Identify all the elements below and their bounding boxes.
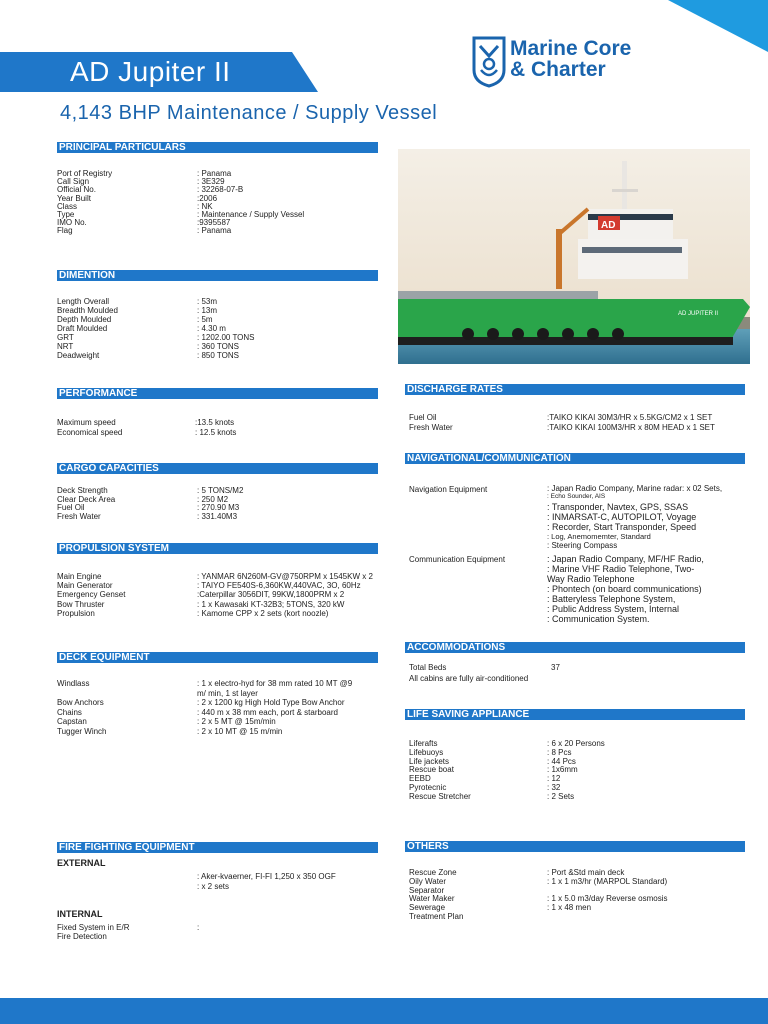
discharge-rates-heading: DISCHARGE RATES [405,384,745,395]
propulsion-row-label: Main Engine [57,572,102,581]
navigation-line: : Japan Radio Company, Marine radar: x 02 Sets, [547,484,723,493]
total-beds-label: Total Beds [409,663,447,672]
deck-equipment-heading: DECK EQUIPMENT [57,652,378,663]
principal-row-value: :2006 [197,193,218,203]
performance-row-label: Maximum speed [57,418,116,427]
principal-row-label: IMO No. [57,218,87,228]
internal-row-label: Fixed System in E/R [57,923,130,932]
principal-row-label: Port of Registry [57,169,113,178]
footer-bar [0,998,768,1024]
others-row-value: : Port &Std main deck [547,868,625,877]
accommodations-heading: ACCOMMODATIONS [405,642,745,653]
principal-row-value: :9395587 [197,218,231,228]
lifesaving-row-value: : 2 Sets [547,791,575,801]
lifesaving-row-label: Lifebuoys [409,747,444,757]
internal-row-value: : [197,923,200,932]
vessel-photo [398,149,750,364]
deck-row-label: Chains [57,707,82,717]
navigation-line: : Steering Compass [547,541,618,550]
performance-row-value: :13.5 knots [195,418,235,427]
total-beds-value: 37 [551,663,560,672]
deck-row-label: Bow Anchors [57,698,104,707]
principal-row-label: Year Built [57,193,91,203]
principal-particulars-heading: PRINCIPAL PARTICULARS [57,142,378,153]
deck-row-label: Capstan [57,717,87,726]
hull-name-text: AD JUPITER II [678,311,719,317]
principal-row-label: Class [57,201,78,211]
propulsion-row-value: : YANMAR 6N260M-GV@750RPM x 1545KW x 2 [197,572,373,581]
others-row-label: Rescue Zone [409,868,457,877]
dimention-row-label: Deadweight [57,351,100,360]
lifesaving-row-label: Rescue boat [409,765,454,775]
propulsion-row-value: : Kamome CPP x 2 sets (kort noozle) [197,608,329,618]
principal-row-value: : 32268-07-B [197,185,244,195]
lifesaving-row-value: : 6 x 20 Persons [547,739,605,748]
dimention-row-value: : 4.30 m [197,324,226,333]
lifesaving-row-value: : 1x6mm [547,765,578,775]
performance-row-label: Economical speed [57,428,123,437]
performance-heading: PERFORMANCE [57,388,378,399]
others-row-label: Separator [409,885,445,895]
cargo-row-value: : 331.40M3 [197,511,238,521]
others-row-label: Oily Water [409,876,447,886]
dimention-row-label: GRT [57,333,74,342]
dimention-row-label: Draft Moulded [57,324,108,333]
principal-row-value: : Maintenance / Supply Vessel [197,210,305,219]
navigation-line: : Echo Sounder, AIS [547,493,606,500]
communication-line: : Public Address System, Internal [547,603,680,614]
communication-line: : Communication System. [547,613,650,624]
page-title: AD Jupiter II [70,56,231,87]
lifesaving-row-value: : 8 Pcs [547,747,572,757]
deck-row-value: : 2 x 5 MT @ 15m/min [197,717,276,726]
deck-row-value: m/ min, 1 st layer [197,688,258,698]
lifesaving-row-value: : 44 Pcs [547,756,576,766]
principal-row-value: : Panama [197,169,232,178]
navigation-line: : Transponder, Navtex, GPS, SSAS [547,502,689,512]
discharge-row-value: :TAIKO KIKAI 30M3/HR x 5.5KG/CM2 x 1 SET [547,413,713,422]
vessel-illustration [398,149,750,364]
others-row-label: Sewerage [409,903,446,913]
communication-line: : Japan Radio Company, MF/HF Radio, [547,554,704,564]
navigational-communication-heading: NAVIGATIONAL/COMMUNICATION [405,453,745,464]
dimention-row-label: Depth Moulded [57,315,112,324]
communication-equipment-label: Communication Equipment [409,555,506,564]
deck-row-value: : 2 x 10 MT @ 15 m/min [197,726,283,736]
internal-label: INTERNAL [57,909,103,919]
cargo-row-value: : 250 M2 [197,494,229,504]
air-conditioning-note: All cabins are fully air-conditioned [409,674,529,683]
principal-row-label: Call Sign [57,177,90,187]
cargo-row-value: : 5 TONS/M2 [197,486,244,495]
discharge-row-label: Fuel Oil [409,413,437,422]
lifesaving-row-label: EEBD [409,774,431,784]
performance-row-value: : 12.5 knots [195,428,237,437]
deck-row-label: Windlass [57,679,90,688]
dimention-row-label: Length Overall [57,297,110,306]
others-row-value: : 1 x 5.0 m3/day Reverse osmosis [547,894,668,904]
external-value-2: : x 2 sets [197,882,230,891]
navigation-line: : Recorder, Start Transponder, Speed [547,521,697,532]
external-label: EXTERNAL [57,858,106,868]
company-logo [510,38,631,80]
communication-line: Way Radio Telephone [547,574,635,584]
navigation-line: : INMARSAT-C, AUTOPILOT, Voyage [547,511,697,522]
dimention-row-value: : 1202.00 TONS [197,333,255,342]
discharge-row-value: :TAIKO KIKAI 100M3/HR x 80M HEAD x 1 SET [547,423,715,432]
propulsion-row-value: : 1 x Kawasaki KT-32B3; 5TONS, 320 kW [197,599,345,609]
dimention-heading: DIMENTION [57,270,378,281]
deck-row-value: : 2 x 1200 kg High Hold Type Bow Anchor [197,698,345,707]
principal-row-value: : Panama [197,226,232,236]
page-subtitle: 4,143 BHP Maintenance / Supply Vessel [60,102,438,124]
others-row-value: : 1 x 1 m3/hr (MARPOL Standard) [547,876,668,886]
communication-line: : Marine VHF Radio Telephone, Two- [547,564,695,574]
propulsion-system-heading: PROPULSION SYSTEM [57,543,378,554]
lifesaving-row-label: Life jackets [409,756,450,766]
corner-accent [668,0,768,52]
funnel-text: AD [601,220,616,231]
deck-row-value: : 1 x electro-hyd for 38 mm rated 10 MT @9 [197,679,353,688]
principal-row-label: Flag [57,226,73,236]
logo-line-1: Marine Core [510,37,632,60]
lifesaving-row-value: : 32 [547,783,561,792]
cargo-row-label: Fresh Water [57,511,101,521]
principal-row-value: : 3E329 [197,177,225,187]
cargo-row-label: Clear Deck Area [57,494,116,504]
dimention-row-value: : 850 TONS [197,351,239,360]
lifesaving-row-value: : 12 [547,774,561,784]
logo-line-2: & Charter [510,58,606,81]
cargo-row-label: Deck Strength [57,486,108,495]
dimention-row-value: : 360 TONS [197,342,239,351]
propulsion-row-value: :Caterpillar 3056DIT, 99KW,1800PRM x 2 [197,590,345,600]
deck-row-label: Tugger Winch [57,726,107,736]
lifesaving-row-label: Rescue Stretcher [409,791,471,801]
principal-row-value: : NK [197,201,213,211]
propulsion-row-label: Emergency Genset [57,590,126,600]
lifesaving-row-label: Liferafts [409,739,438,748]
propulsion-row-label: Propulsion [57,608,95,618]
anchor-logo-icon [472,36,506,88]
navigation-equipment-label: Navigation Equipment [409,485,488,494]
principal-row-label: Type [57,210,75,219]
discharge-row-label: Fresh Water [409,423,453,432]
cargo-capacities-heading: CARGO CAPACITIES [57,463,378,474]
others-row-label: Water Maker [409,894,455,904]
cargo-row-value: : 270.90 M3 [197,503,240,513]
dimention-row-label: NRT [57,342,74,351]
others-row-value: : 1 x 48 men [547,903,592,913]
others-row-label: Treatment Plan [409,912,464,921]
propulsion-row-label: Main Generator [57,581,113,591]
dimention-row-label: Breadth Moulded [57,306,118,315]
dimention-row-value: : 53m [197,297,218,306]
lifesaving-row-label: Pyrotecnic [409,783,447,792]
communication-line: : Batteryless Telephone System, [547,593,676,604]
others-heading: OTHERS [405,841,745,852]
fire-fighting-heading: FIRE FIGHTING EQUIPMENT [57,842,378,853]
navigation-line: : Log, Anemomemter, Standard [547,532,651,541]
life-saving-appliance-heading: LIFE SAVING APPLIANCE [405,709,745,720]
deck-row-value: : 440 m x 38 mm each, port & starboard [197,707,338,717]
internal-row-label: Fire Detection [57,932,107,941]
communication-line: : Phontech (on board communications) [547,583,702,594]
propulsion-row-label: Bow Thruster [57,599,105,609]
principal-row-label: Official No. [57,185,96,195]
cargo-row-label: Fuel Oil [57,503,85,513]
dimention-row-value: : 13m [197,306,218,315]
dimention-row-value: : 5m [197,315,213,324]
external-value-1: : Aker-kvaerner, FI-FI 1,250 x 350 OGF [197,872,336,881]
propulsion-row-value: : TAIYO FE540S-6,360KW,440VAC, 3O, 60Hz [197,581,361,591]
